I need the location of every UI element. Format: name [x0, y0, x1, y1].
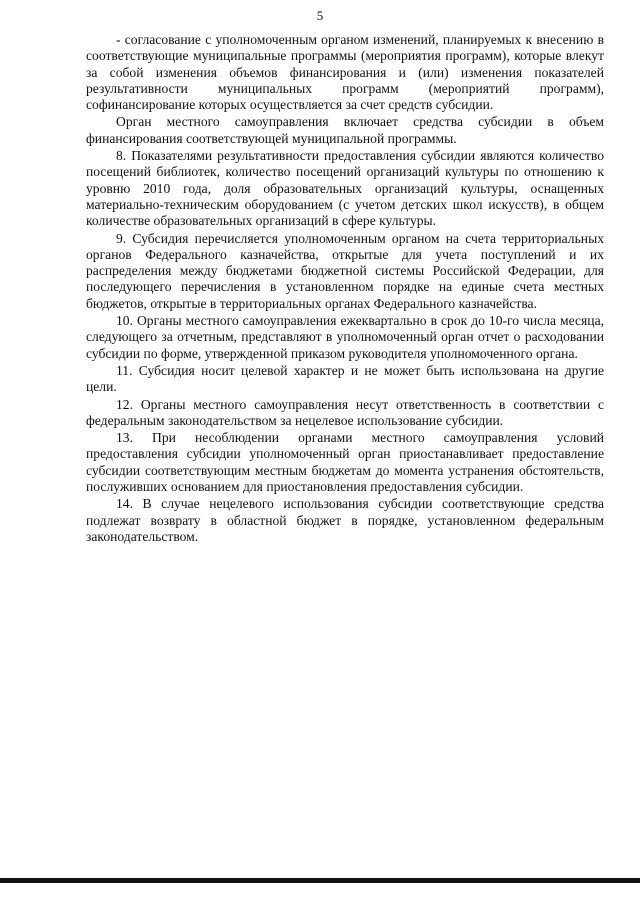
paragraph-12-responsibility: 12. Органы местного самоуправления несут ответственность в соответствии с федеральным законодательством за нецелевое использование субсидии.	[86, 396, 604, 428]
paragraph-agreement-clause: - согласование с уполномоченным органом изменений, планируемых к внесению в соответствующие муниципальные программы (мероприятия программ), которые влекут за собой изменения объемов финансирования и (или) изменения показателей результативности муниципальных программ (мероприятий программ), софинансирование которых осуществляется за счет средств субсидии.	[86, 32, 604, 113]
paragraph-funding-inclusion: Орган местного самоуправления включает средства субсидии в объем финансирования соответствующей муниципальной программы.	[86, 114, 604, 146]
paragraph-8-performance-indicators: 8. Показателями результативности предоставления субсидии являются количество посещений библиотек, количество посещений организаций культуры по отношению к уровню 2010 года, доля образовательных организаций культуры, оснащенных материально-техническим оборудованием (с учетом детских школ искусств), в общем количестве образовательных организаций в сфере культуры.	[86, 148, 604, 229]
paragraph-11-targeted-use: 11. Субсидия носит целевой характер и не может быть использована на другие цели.	[86, 362, 604, 395]
paragraph-13-suspension: 13. При несоблюдении органами местного самоуправления условий предоставления субсидии уполномоченный орган приостанавливает предоставление субсидии соответствующим местным бюджетам до момента устранения обстоятельств, послуживших основанием для приостановления предоставления субсидии.	[86, 430, 604, 495]
paragraph-10-quarterly-report: 10. Органы местного самоуправления ежеквартально в срок до 10-го числа месяца, следующего за отчетным, представляют в уполномоченный орган отчет о расходовании субсидии по форме, утвержденной приказом руководителя уполномоченного органа.	[86, 313, 604, 361]
bottom-scan-border	[0, 878, 640, 883]
document-body	[86, 32, 604, 546]
paragraph-9-subsidy-transfer: 9. Субсидия перечисляется уполномоченным органом на счета территориальных органов Федерального казначейства, открытые для учета поступлений и их распределения между бюджетами бюджетной системы Российской Федерации, для последующего перечисления в установленном порядке на единые счета местных бюджетов, открытые в территориальных органах Федерального казначейства.	[86, 230, 604, 311]
paragraph-14-refund: 14. В случае нецелевого использования субсидии соответствующие средства подлежат возврату в областной бюджет в порядке, установленном федеральным законодательством.	[86, 496, 604, 544]
page-number: 5	[316, 8, 324, 23]
